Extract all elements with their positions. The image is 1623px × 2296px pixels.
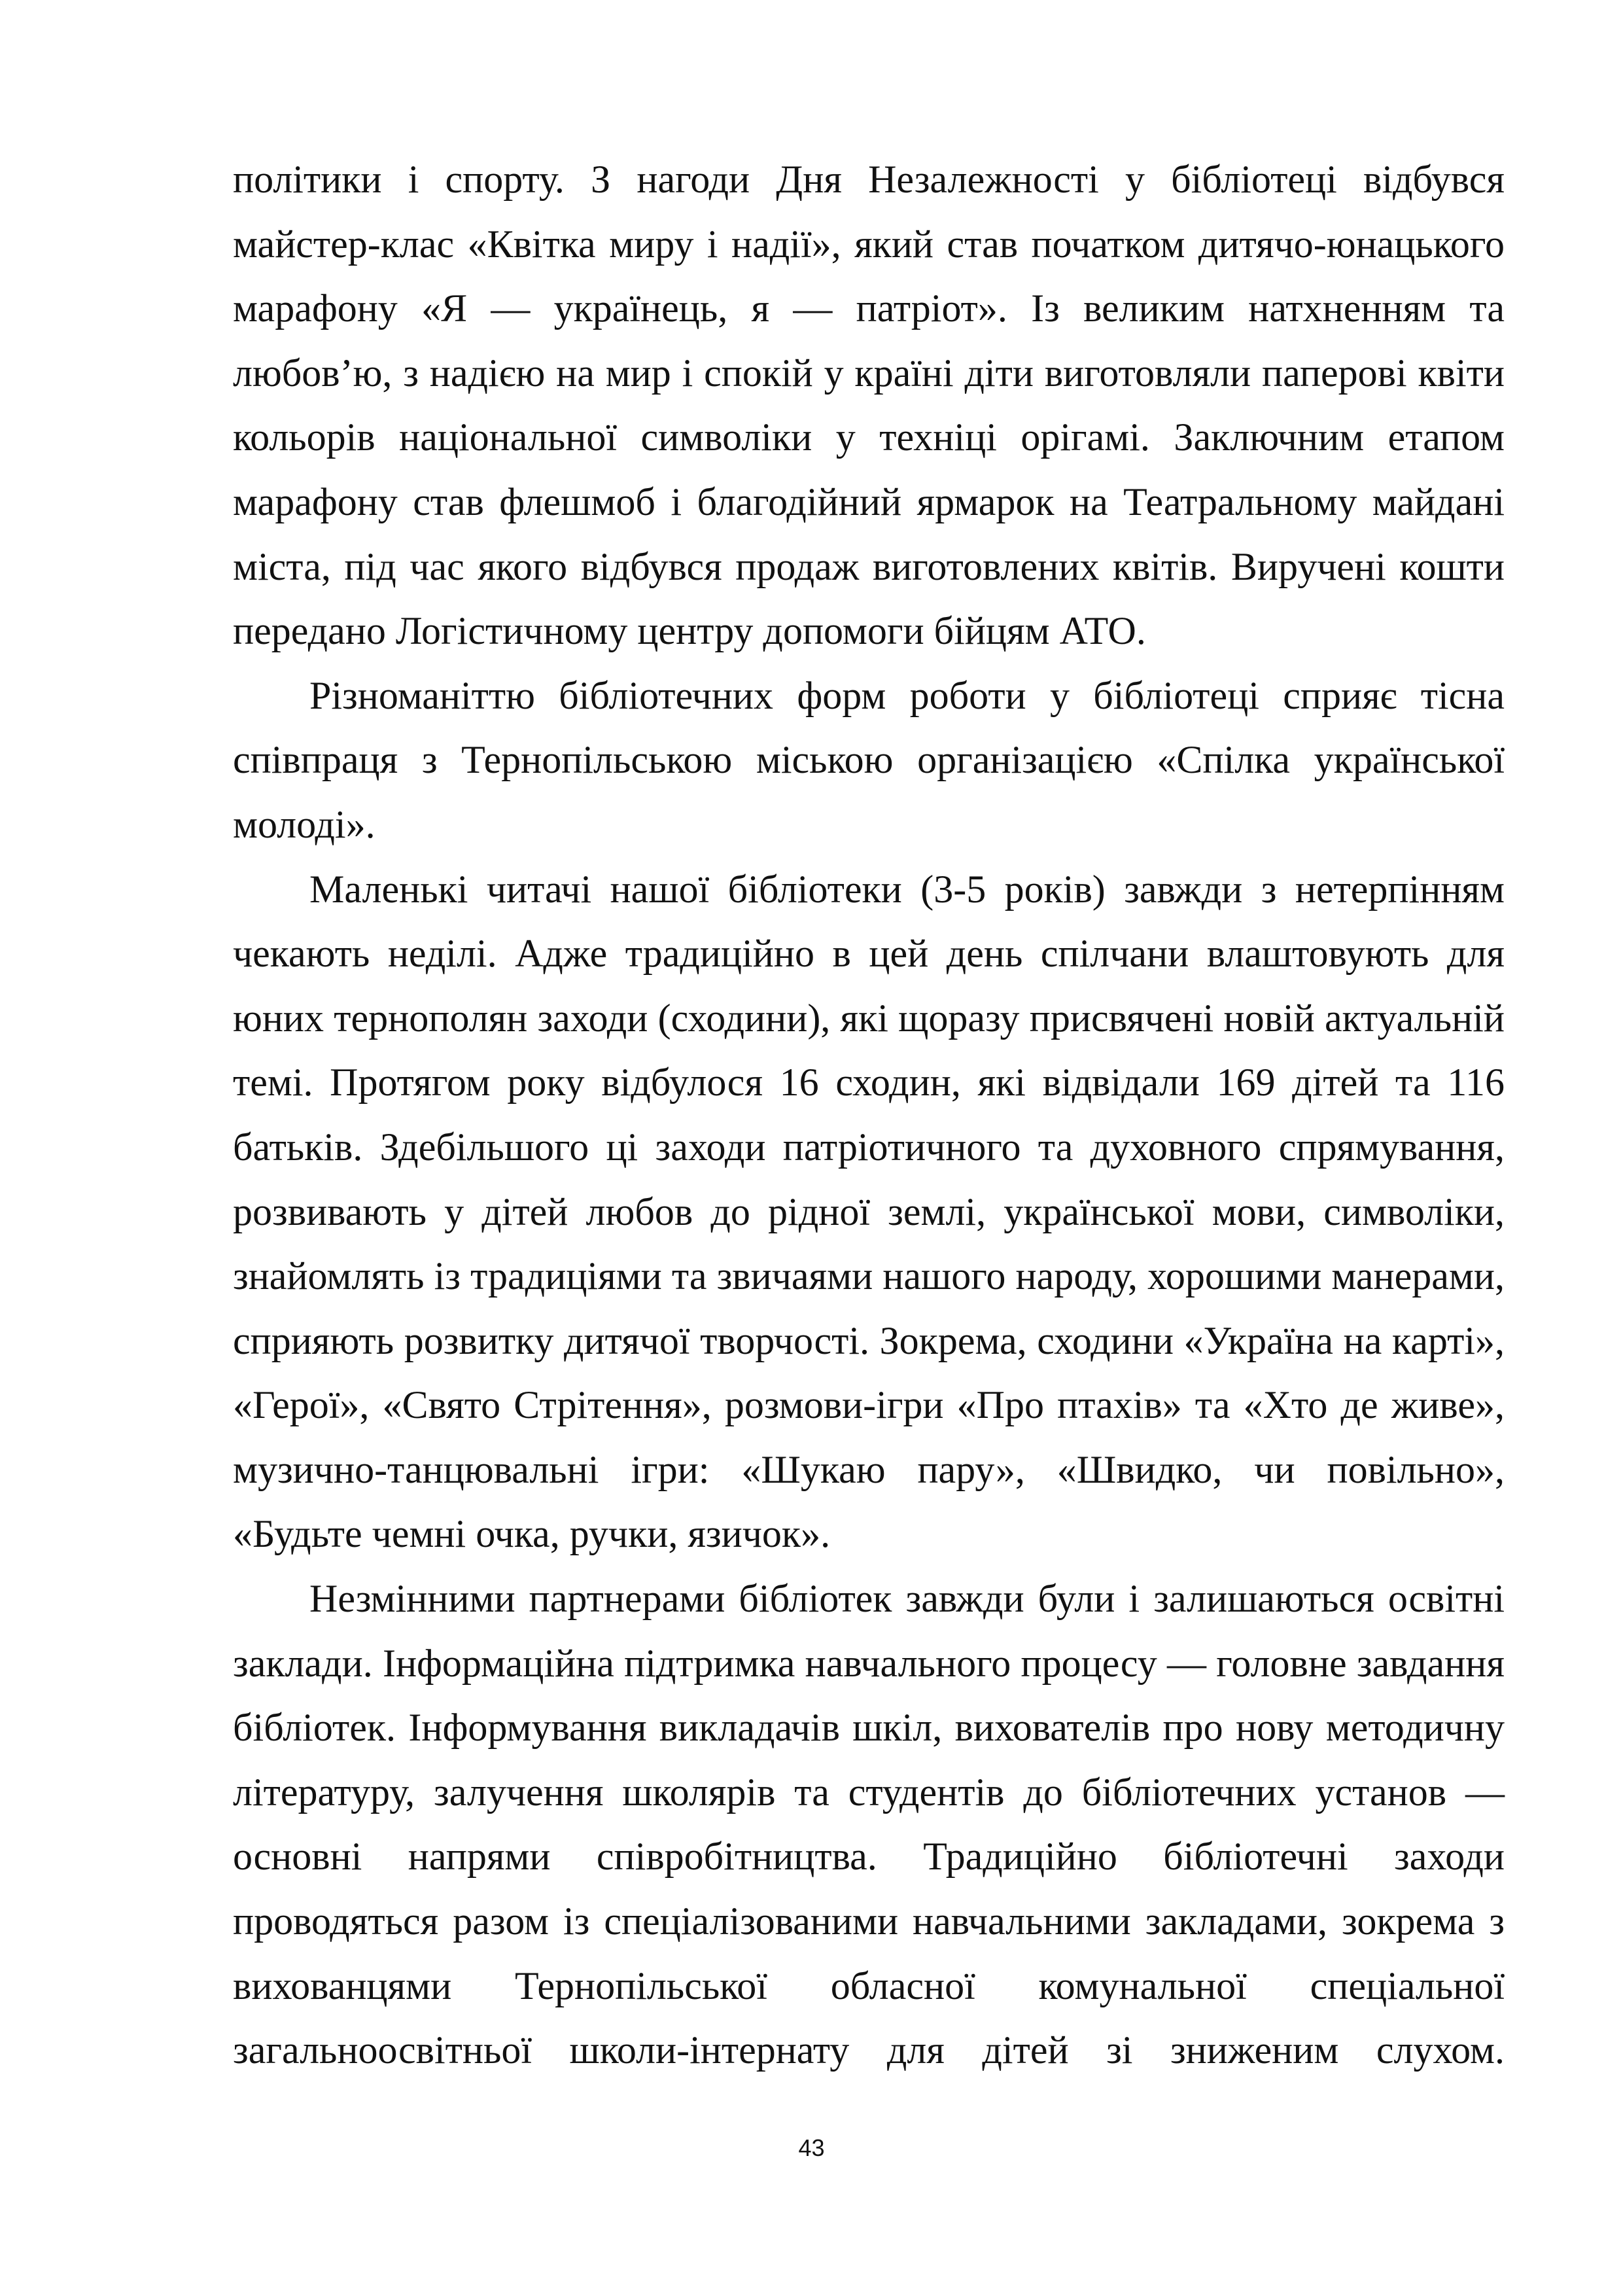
paragraph-continuation: політики і спорту. З нагоди Дня Незалежності у бібліотеці відбувся майстер-клас «Квітка миру і надії», який став початком дитячо-юнацького марафону «Я — українець, я — патріот». Із великим натхненням та любов’ю, з надією на мир і спокій у країні діти виготовляли паперові квіти кольорів національної символіки у техніці орігамі. Заключним етапом марафону став флешмоб і благодійний ярмарок на Театральному майдані міста, під час якого відбувся продаж виготовлених квітів. Виручені кошти передано Логістичному центру допомоги бійцям АТО. [233, 158, 1505, 653]
page-number: 43 [798, 2134, 825, 2161]
paragraph: Незмінними партнерами бібліотек завжди були і залишаються освітні заклади. Інформаційна підтримка навчального процесу — головне завдання бібліотек. Інформування викладачів шкіл, вихователів про нову методичну літературу, залучення школярів та студентів до бібліотечних установ — основні напрями співробітництва. Традиційно бібліотечні заходи проводяться разом із спеціалізованими навчальними закладами, зокрема з вихованцями Тернопільської обласної комунальної спеціальної загальноосвітньої школи-інтернату для дітей зі зниженим слухом. [233, 1577, 1505, 2072]
body-text [233, 147, 1505, 2083]
paragraph: Різноманіттю бібліотечних форм роботи у бібліотеці сприяє тісна співпраця з Тернопільською міською організацією «Спілка української молоді». [233, 673, 1505, 846]
paragraph: Маленькі читачі нашої бібліотеки (3-5 років) завжди з нетерпінням чекають неділі. Адже традиційно в цей день спілчани влаштовують для юних тернополян заходи (сходини), які щоразу присвячені новій актуальній темі. Протягом року відбулося 16 сходин, які відвідали 169 дітей та 116 батьків. Здебільшого ці заходи патріотичного та духовного спрямування, розвивають у дітей любов до рідної землі, української мови, символіки, знайомлять із традиціями та звичаями нашого народу, хорошими манерами, сприяють розвитку дитячої творчості. Зокрема, сходини «Україна на карті», «Герої», «Свято Стрітення», розмови-ігри «Про птахів» та «Хто де живе», музично-танцювальні ігри: «Шукаю пару», «Швидко, чи повільно», «Будьте чемні очка, ручки, язичок». [233, 867, 1505, 1556]
